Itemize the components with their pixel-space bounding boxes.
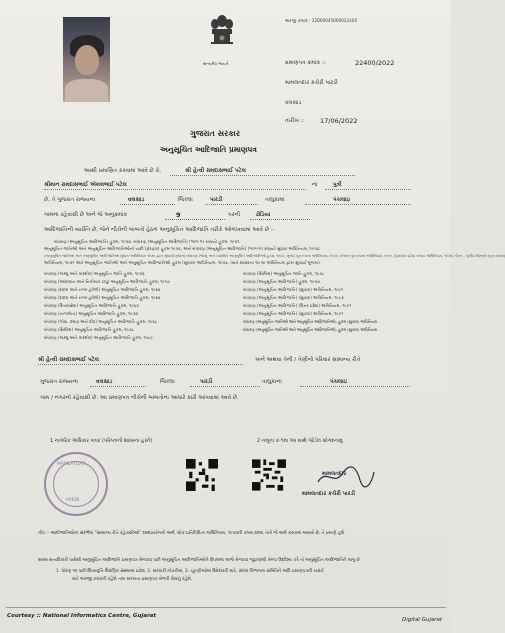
signatory-designation: મામલતદાર [322, 471, 347, 477]
issuing-office: મામલતદાર કચેરી પારડી [285, 80, 338, 86]
order-line-left: બંધારણ (જમ્મુ અને કાશ્મીર) અનુસૂચિત જાતિ હુકમ, ૧૯૫૬ [44, 271, 145, 276]
district: પારડી [210, 197, 223, 203]
order-line-right: બંધારણ (અનુસૂચિત જાતિઓ અને અનુસૂચિત આદિજાતિઓ) હુકમ (સુધારા) અધિનિયમ [243, 319, 378, 324]
order-line-right: બંધારણ (અનુસૂચિત આદિજાતિ) હુકમ, ૧૯૫૦ [243, 279, 320, 284]
father-name: શ્રીમાન રામદાસભાઈ એમલભાઈ પટેલ [44, 182, 127, 188]
footer-digital: Digital Gujarat [402, 617, 443, 623]
order-line-right: બંધારણ (સિક્કિમ) અનુસૂચિત જાતિ હુકમ, ૧૯૭૮ [243, 271, 325, 276]
order-line-right: બંધારણ (અનુસૂચિત આદિજાતિ) (સુધારા) અધિનિયમ, ૧૯૮૭ [243, 295, 344, 300]
certify-text: આથી પ્રમાણિત કરવામાં આવે છે કે, [84, 168, 162, 174]
note-3: 1. ધોરણ ૧૦ પછી શિષ્યવૃત્તિ શૈક્ષણિક સંસ્થામાં પ્રવેશ, 2. સરકારી નોકરીમાં, 3. ચૂંટણીઓમાં ઉમેદવારી માટે, સંબંધ વિભાગના સમિતિને અધિ પ્રમાણપત્રની ખરાઈ [56, 569, 324, 574]
holder-name: શ્રી હેત્વી રામદાસભાઈ પટેલ [185, 168, 246, 174]
relation-label: ના [312, 182, 318, 188]
order-line-left: બંધારણ (દાદરા અને નગર હવેલી) અનુસૂચિત આદિજાતિ હુકમ, ૧૯૬૨ [44, 295, 161, 300]
application-number: અરજી ક્રમાંક : 22000045000022400 [285, 18, 358, 23]
district-word: વલસાડ [128, 197, 145, 203]
certificate-number: 22400/2022 [355, 59, 395, 67]
order-line-left: બંધારણ (ઉત્તરપ્રદેશ) અનુસૂચિત આદિજાતિ હુકમ, ૧૯૬૭ [44, 303, 139, 308]
family-text: અને અથવા તેની / તેણીનો પરિવાર સામાન્ય રીતે [255, 357, 361, 363]
order-line-left: બંધારણ (દાદરા અને નગર હવેલી) અનુસૂચિત આદિજાતિ હુકમ, ૧૯૬૨ [44, 287, 161, 292]
signatory-office: મામલતદાર કચેરી પારડી [302, 491, 356, 497]
order-line-left: બંધારણ (ગોવા, દમણ અને દીવ) અનુસૂચિત આદિજાતિ હુકમ, ૧૯૬૮ [44, 319, 158, 324]
residence-taluka-label: તાલુકાના [262, 379, 282, 385]
state-label: છે, તે ગુજરાત રાજ્યના [44, 197, 96, 203]
date-label: તારીખ :: [285, 118, 305, 124]
tribe-rule-text: આદિજાતિની વ્યક્તિ છે, જેને નીચેની બાબતો હેઠળ અનુસૂચિત આદિજાતિ તરીકે ઓળખવામાં આવે છે :- [44, 227, 275, 233]
order-line-right: બંધારણ (અનુસૂચિત જાતિઓ અને અનુસૂચિત આદિજાતિઓ) હુકમ (સુધારા) અધિનિયમ [243, 327, 378, 332]
order-line: અનુસૂચિત જાતિઓ અને અનુસૂચિત આદિજાતિઓની યાદી (ફેરફાર) હુકમ ૧૯૫૬, અને બંધારણ (અનુસૂચિત આદિજાતિ) (ભાગ-ગ) રાજ્યો સુધારા અધિનિયમ, ૧૯૫૬. [44, 246, 321, 251]
tribe: ઢોડિયા [256, 212, 271, 218]
order-line-left: બંધારણ (આંદામાન અને નિકોબાર ટાપુ) અનુસૂચિત આદિજાતિ હુકમ, ૧૯૫૯ [44, 279, 171, 284]
schedule-suffix: પરની [228, 212, 241, 218]
district-label: જિલ્લા [178, 197, 193, 203]
residence-village: પંચલાઇ [330, 379, 348, 385]
note-2: સક્ષમ સત્તાધિકારી પાસેથી અનુસૂચિત આદિજાતિ પ્રમાણપત્ર મેળવવા પછી અનુસૂચિત આદિજાતિઓને ઉપલબ્ધ લાભો મેળવવા જૂઠાણાંથી મેળવ ઉદ્દેશ્ય કરે તો અનુસૂચિત આદિજાતિને લાગુ છે [38, 558, 360, 563]
relation: પુત્રી [333, 182, 342, 188]
order-line-right: બંધારણ (અનુસૂચિત આદિજાતિ) (ઉત્તર પ્રદેશ) અધિનિયમ, ૧૯૯૧ [243, 303, 352, 308]
schedule-number: 9 [176, 211, 181, 219]
residence-suffix: ગામ / નગરનો રહેવાસી છે. આ પ્રમાણપત્ર નીચેની બાબતોના આધારે કાઢી આપવામાં આવે છે. [40, 395, 239, 401]
residence-district-word: વલસાડ [96, 379, 113, 385]
issue-date: 17/06/2022 [320, 117, 358, 125]
residence-district-label: જિલ્લા [160, 379, 175, 385]
note-4: માટે અરજી કરવાની રહેશે તથા માન્યતા પ્રમાણપત્ર મેળવી લેવાનું રહેશે. [72, 577, 193, 582]
basis-2: 2 નમૂના ક-૧મા આ સાથે જોડેલ સોગંદનામુ [257, 438, 343, 444]
order-line-right: બંધારણ (અનુસૂચિત આદિજાતિ) (સુધારા) અધિનિયમ, ૧૯૯૧ [243, 311, 344, 316]
certificate-title: અનુસૂચિત આદિજાતિ પ્રમાણપત્ર [160, 145, 257, 154]
taluka-line: વલસાડ [285, 100, 302, 106]
qr-code-large-icon [252, 459, 286, 491]
residence-prefix: ગુજરાત રાજ્યના [40, 379, 78, 385]
office-seal [44, 452, 108, 516]
order-line: અધિનિયમ, ૧૯૭૧ અને અનુસૂચિત જાતિઓ અને અનુસૂચિત આદિજાતિઓ હુકમ (સુધારા) અધિનિયમ, ૧૯૭૬. (સને ૨૦૦૨ના ૧૦ મા અધિનિયમ દ્વારા સુધાર્યા મુજબ) [44, 260, 320, 265]
government-title: ગુજરાત સરકાર [190, 129, 240, 138]
seal-bottom-text: PARDI [66, 498, 80, 503]
order-line-left: બંધારણ (નાગાલેન્ડ) અનુસૂચિત આદિજાતિ હુકમ, ૧૯૭૦ [44, 311, 139, 316]
seal-top-text: MAMLATDAR [57, 462, 86, 467]
order-line: (અનુસૂચિત જાતિઓ અને અનુસૂચિત આદિજાતિઓ સુધારા અધિનિયમ ૧૯૭૬ દ્વારા સુધાર્યા મુજબ) બંધારણ (જમ્મુ અને કાશ્મીર) અનુસૂચિત આદિજાતિઓ હુકમ, ૧૯૮૯, મુંબઈ પુનઃરચના અધિનિયમ, ૧૯૬૦, પંજાબ પુનઃરચના અધિનિયમ, ૧૯૬૬, હિમાચલ પ્રદેશ રાજ્ય અધિનિયમ, ૧૯૭૦, ઉત્તર - પૂર્વીય વિસ્તારો (પુનઃરચના) [44, 254, 505, 258]
national-emblem-icon [205, 12, 239, 56]
holder-name-2: શ્રી હેત્વી રામદાસભાઈ પટેલ [38, 357, 99, 363]
footer-courtesy: Courtesy :: National Informatics Centre, Gujarat [7, 613, 157, 619]
applicant-photo [63, 17, 110, 102]
residence-district: પારડી [200, 379, 213, 385]
order-line-left: બંધારણ (સિક્કિમ) અનુસૂચિત આદિજાતિ હુકમ, ૧૯૭૮ [44, 327, 135, 332]
village: પંચલાઇ [333, 197, 351, 203]
order-line: બંધારણ (અનુસૂચિત આદિજાતિ) હુકમ, ૧૯૫૦. બંધારણ (અનુસૂચિત આદિજાતિ) (ભાગ-ગ) રાજ્યો હુકમ, ૧૯૫૧. [54, 239, 241, 244]
qr-code-icon [186, 459, 218, 491]
schedule-prefix: ગામના રહેવાસી છે અને જે અનુક્રમાંક [44, 212, 128, 218]
taluka-label: તાલુકામાં [265, 197, 285, 203]
emblem-caption: સત્યમેવ જયતે [203, 61, 229, 66]
certificate-number-label: પ્રમાણપત્ર ક્રમાંક :: [285, 60, 326, 66]
basis-1: 1 નાગરિક અધિકાર પત્રક (પરિપત્રની શાખાના હસ્તે) [50, 438, 153, 444]
note-1: નોંધ :- આદીજાતિઓના સંદર્ભમાં "સામાન્ય રીતે રહેવાસીઓ" શબ્દપ્રયોગનો અર્થ, લોક-પ્રતિનિધિત્વ અધિનિયમ, ૧૯૫૦ની કલમ ૨૦માં તેનો જે અર્થ કરવામાં આવ્યો છે, તે પ્રમાણે હશે. [38, 531, 346, 536]
order-line-right: બંધારણ (અનુસૂચિત આદિજાતિ) (સુધારા) અધિનિયમ, ૧૯૮૧ [243, 287, 344, 292]
order-line-left: બંધારણ (જમ્મુ અને કાશ્મીર) અનુસૂચિત આદિજાતિ હુકમ, ૧૯૮૯ [44, 335, 153, 340]
